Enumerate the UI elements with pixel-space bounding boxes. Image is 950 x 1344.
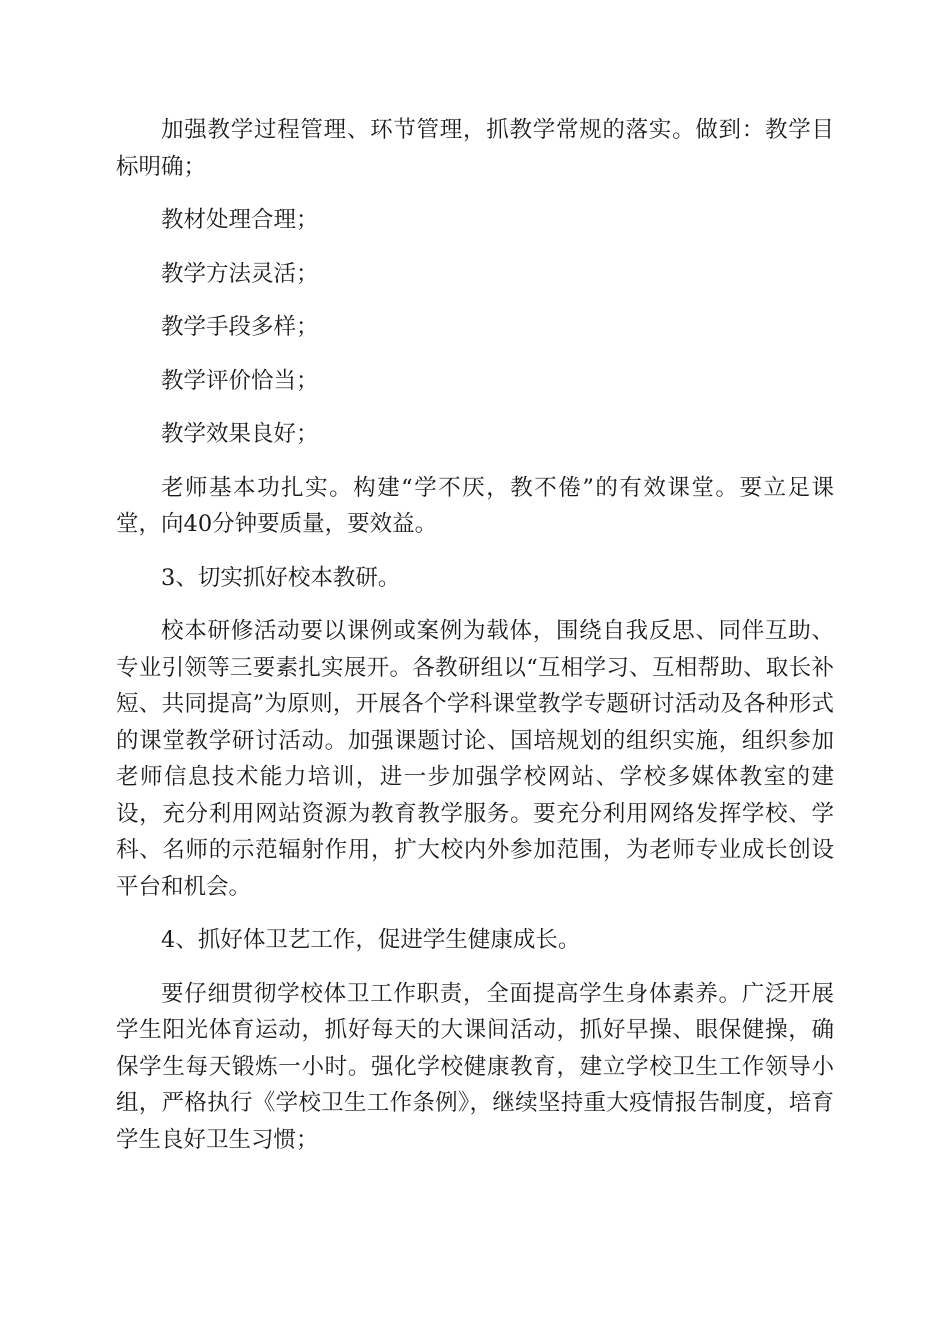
- paragraph-means: 教学手段多样；: [161, 314, 319, 340]
- paragraph-evaluation: 教学评价恰当；: [161, 367, 319, 394]
- paragraph-health-arts: 要仔细贯彻学校体卫工作职责，全面提高学生身体素养。广泛开展学生阳光体育运动，抓好每天的大课间活动，抓好早操、眼保健操，确保学生每天锻炼一小时。强化学校健康教育，建立学校卫生工作领导小组，严格执行《学校卫生工作条例》，继续坚持重大疫情报告制度，培育学生良好卫生习惯；: [116, 980, 834, 1153]
- paragraph-methods: 教学方法灵活；: [161, 260, 319, 287]
- paragraph-results: 教学效果良好；: [161, 421, 319, 447]
- paragraph-school-research: 校本研修活动要以课例或案例为载体，围绕自我反思、同伴互助、专业引领等三要素扎实展开。各教研组以“互相学习、互相帮助、取长补短、共同提高”为原则，开展各个学科课堂教学专题研讨活动及各种形式的课堂教学研讨活动。加强课题讨论、国培规划的组织实施，组织参加老师信息技术能力培训，进一步加强学校网站、学校多媒体教室的建设，充分利用网站资源为教育教学服务。要充分利用网络发挥学校、学科、名师的示范辐射作用，扩大校内外参加范围，为老师专业成长创设平台和机会。: [116, 618, 834, 900]
- document-body: [116, 112, 834, 1175]
- section-heading-school-research: 3、切实抓好校本教研。: [161, 564, 401, 591]
- paragraph-materials: 教材处理合理；: [161, 207, 319, 233]
- section-heading-health-arts: 4、抓好体卫艺工作，促进学生健康成长。: [161, 927, 581, 953]
- paragraph-teacher-skills: 老师基本功扎实。构建“学不厌，教不倦”的有效课堂。要立足课堂，向40分钟要质量，要效益。: [116, 474, 834, 537]
- paragraph-teaching-management: 加强教学过程管理、环节管理，抓教学常规的落实。做到：教学目标明确；: [116, 117, 834, 180]
